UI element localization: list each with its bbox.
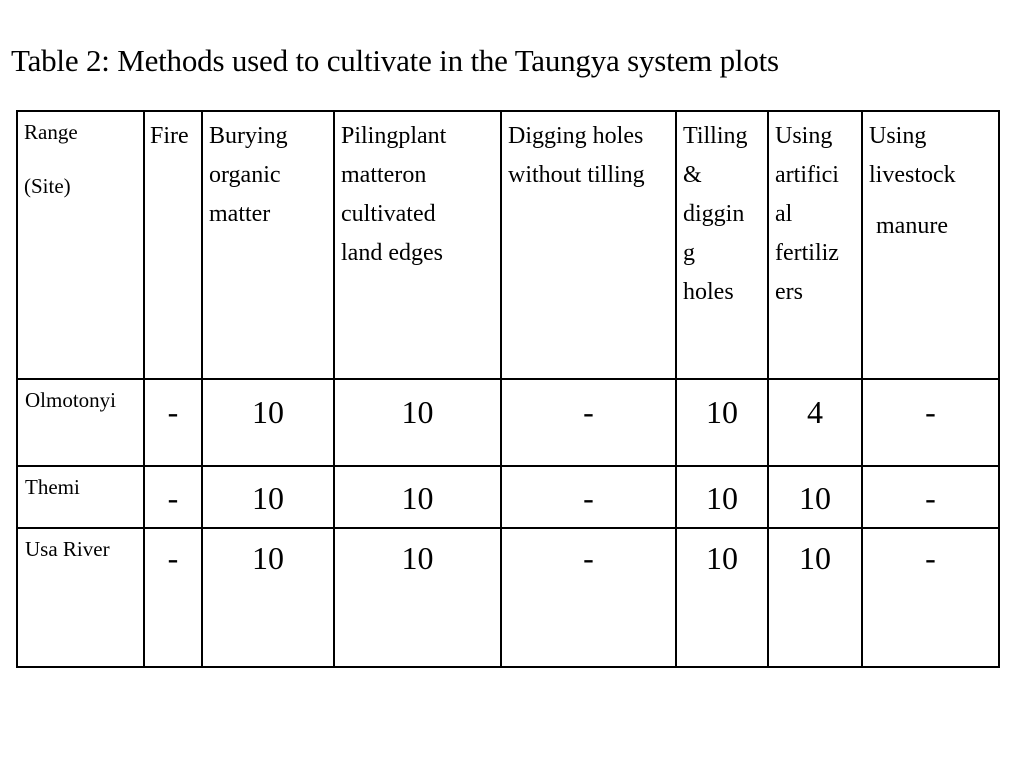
value-cell: 10 — [202, 466, 334, 528]
header-digging: Digging holes without tilling — [501, 111, 676, 379]
value-cell: 10 — [768, 466, 862, 528]
header-fire: Fire — [144, 111, 202, 379]
header-row — [17, 111, 999, 379]
cultivation-methods-table — [16, 110, 1000, 668]
site-cell: Usa River — [17, 528, 144, 667]
value-cell: - — [862, 379, 999, 466]
value-cell: 10 — [334, 528, 501, 667]
site-cell: Olmotonyi — [17, 379, 144, 466]
value-cell: 10 — [202, 379, 334, 466]
value-cell: - — [862, 528, 999, 667]
value-cell: 4 — [768, 379, 862, 466]
value-cell: - — [144, 379, 202, 466]
value-cell: 10 — [676, 379, 768, 466]
value-cell: 10 — [676, 466, 768, 528]
value-cell: - — [862, 466, 999, 528]
site-cell: Themi — [17, 466, 144, 528]
value-cell: 10 — [768, 528, 862, 667]
header-burying: Burying organic matter — [202, 111, 334, 379]
value-cell: 10 — [202, 528, 334, 667]
value-cell: 10 — [334, 379, 501, 466]
header-fertilizer: Using artifici al fertiliz ers — [768, 111, 862, 379]
table-title: Table 2: Methods used to cultivate in the Taungya system plots — [11, 43, 779, 78]
header-range: Range (Site) — [17, 111, 144, 379]
value-cell: 10 — [334, 466, 501, 528]
value-cell: - — [501, 379, 676, 466]
value-cell: - — [144, 466, 202, 528]
value-cell: 10 — [676, 528, 768, 667]
header-piling: Pilingplant matteron cultivated land edges — [334, 111, 501, 379]
table-row — [17, 379, 999, 466]
value-cell: - — [501, 528, 676, 667]
value-cell: - — [501, 466, 676, 528]
value-cell: - — [144, 528, 202, 667]
table-row — [17, 466, 999, 528]
header-tilling: Tilling & diggin g holes — [676, 111, 768, 379]
table-row — [17, 528, 999, 667]
header-livestock: Using livestock manure — [862, 111, 999, 379]
